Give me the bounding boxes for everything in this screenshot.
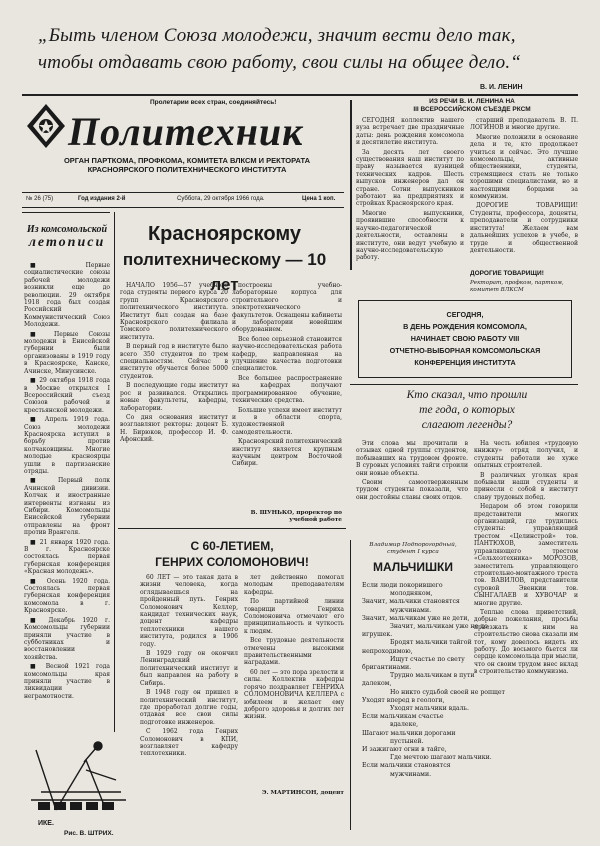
legend-heading-1: Кто сказал, что прошли xyxy=(406,389,528,401)
epigraph-line-1: „Быть членом Союза молодежи, значит вести дело так, xyxy=(38,25,516,46)
chronicle-heading-1: Из комсомольской xyxy=(26,224,108,235)
lenin-epigraph xyxy=(38,22,558,76)
poem-line: вдалеке, xyxy=(390,721,419,729)
main-article-col-1: НАЧАЛО 1956—57 учебного года студенты первого курса 20 групп Красноярского политехнического института. Институт был создан на базе Красноярского филиала Томского политехнического института. В первый год в институте было всего 350 студентов по трем специальностям. Сейчас в институте обучается более 5000 студентов. В последующие годы институт рос и развивался. Открылись новые факультеты, кафедры, лаборатории. Со дня основания институт возглавляют ректоры: доцент Б. Н. Бирюков, профессор И. Ф. Афонский. xyxy=(120,282,228,444)
poem-text xyxy=(362,582,505,832)
issue-price: Цена 1 коп. xyxy=(302,196,336,202)
poem-line: пустыней. xyxy=(390,737,424,745)
poem-line: бригантинами. xyxy=(362,664,412,672)
poem-line: Уходят мальчики вдаль. xyxy=(390,705,470,713)
poem-line: Но никто судьбой своей не ропщет xyxy=(390,688,505,696)
poem-line: игрушек. xyxy=(362,631,393,639)
komsomol-emblem-icon xyxy=(25,102,67,150)
lenin-speech-col-2: старший преподаватель В. П. ЛОГИНОВ и многие другие. Многие положили в основание дела и те, кто продолжает учиться и сейчас. Это лучшие комсомольцы, активные общественники, студенты, стремящиеся стать не только хорошими специалистами, но и настоящими борцами за коммунизм. ДОРОГИЕ ТОВАРИЩИ! Студенты, профессора, доценты, преподаватели и сотрудники института! Желаем вам дальнейших успехов в учебе, в труде и общественной деятельности. xyxy=(470,117,578,254)
poem-line: Значит, мальчикам уже не дети, xyxy=(362,614,470,622)
vertical-divider xyxy=(350,100,352,270)
rectorate-signature: Ректорат, профком, партком, комитет ВЛКСМ xyxy=(470,280,564,293)
congrats-heading xyxy=(118,538,346,570)
top-divider xyxy=(22,94,578,96)
epigraph-line-2: чтобы отдавать свою работу, свои силы на общее дело.“ xyxy=(38,52,522,73)
notice-line-1: СЕГОДНЯ, xyxy=(446,310,484,319)
poem-author: Владимир Подпорогордный, студент I курса xyxy=(369,542,457,555)
anniversary-headline-2: политехническому — 10 лет xyxy=(122,250,327,294)
poem-line: И зажигают огни в тайге, xyxy=(362,746,447,754)
poem-line: мужчинами. xyxy=(390,770,432,778)
congrats-col-1: 60 ЛЕТ — это такая дата в жизни человека, когда оглядываешься на пройденный путь. Генрих Соломонович Келлер, кандидат технических наук, доцент кафедры теплотехники нашего института, родился в 1906 году. В 1929 году он окончил Ленинградский политехнический институт и был направлен на работу в Сибирь. В 1948 году он пришел в политехнический институт, где проработал долгие годы, отдавая все свои силы подготовке инженеров. С 1962 года Генрих Соломонович в КПИ, возглавляет кафедру теплотехники. xyxy=(140,574,238,758)
main-article-col-2: построены учебно-лабораторные корпуса для строительного и электротехнического факультетов. Оснащены кабинеты и лаборатории новейшим оборудованием. Все более серьезной становится научно-исследовательская работа кафедр, направленная на улучшение качества подготовки специалистов. Все большее распространение на кафедрах получают программированное обучение, технические средства. Большие успехи имеет институт и в области спорта, художественной самодеятельности. Красноярский политехнический институт является крупным научным центром Восточной Сибири. xyxy=(232,282,342,468)
congrats-divider xyxy=(118,528,346,529)
lenin-speech-header-2: III ВСЕРОССИЙСКОМ СЪЕЗДЕ РКСМ xyxy=(413,106,531,113)
poem-line: молодняком, xyxy=(390,590,433,598)
lenin-speech-header xyxy=(372,98,572,114)
notice-line-3: НАЧИНАЕТ СВОЮ РАБОТУ VIII xyxy=(410,334,520,343)
dear-comrades: ДОРОГИЕ ТОВАРИЩИ! xyxy=(470,270,544,277)
lenin-speech-header-1: ИЗ РЕЧИ В. И. ЛЕНИНА НА xyxy=(429,98,515,105)
poem-line: мужчинами. xyxy=(390,606,432,614)
congrats-col-2: лет действенно помогал молодым преподавателям кафедры. По партийной линии товарищи Генриха Соломоновича отмечают его принципиальность и чуткость к людям. Все трудовые деятельности отмечены высокими правительственными наградами. 60 лет — это пора зрелости и силы. Коллектив кафедры горячо поздравляет ГЕНРИХА СОЛОМОНОВИЧА КЕЛЛЕРА с юбилеем и желает ему доброго здоровья и долгих лет жизни. xyxy=(244,574,344,721)
legend-heading-3: слагают легенды? xyxy=(421,419,513,431)
congrats-author: Э. МАРТИНСОН, доцент xyxy=(261,790,344,796)
chronicle-heading-2: летописи xyxy=(28,235,106,250)
chronicle-divider xyxy=(22,212,110,213)
newspaper-title: Политехник xyxy=(68,109,304,154)
poem-line: непроходимою, xyxy=(362,647,413,655)
chronicle-heading xyxy=(24,224,110,251)
lenin-speech-col-1: СЕГОДНЯ коллектив нашего вуза встречает две праздничные даты: день рождения комсомола и десятилетие института. За десять лет своего существования наш институт по праву называется кузницей технических кадров. Шесть выпусков инженеров дал он стране. Сотни выпускников работают на предприятиях и стройках Красноярского края. Многие выпускники, проявившие способности к научно-педагогической деятельности, оставлены в институте, они ведут учебную и научно-исследовательскую работу. xyxy=(356,117,464,262)
notice-line-2: В ДЕНЬ РОЖДЕНИЯ КОМСОМОЛА, xyxy=(403,322,527,331)
legend-heading xyxy=(360,388,574,433)
anniversary-headline-1: Красноярскому xyxy=(147,223,302,245)
issue-info-bar xyxy=(22,192,344,208)
proletariat-slogan: Пролетарии всех стран, соединяйтесь! xyxy=(150,99,277,106)
legend-divider xyxy=(350,384,578,385)
poem-line: Уходят вперед в геологи, xyxy=(362,696,445,704)
poem-line: Значит, мальчики становятся xyxy=(362,598,460,606)
poem-line: Где мечтою шагают мальчики. xyxy=(390,754,492,762)
poem-title: МАЛЬЧИШКИ xyxy=(372,560,453,574)
poem-line: Значит, мальчикам уже не до xyxy=(390,623,488,631)
left-column-divider xyxy=(114,212,115,732)
worker-illustration xyxy=(26,740,136,818)
illustration-title: ИКЕ. xyxy=(38,820,54,827)
illustration-credit: Рис. В. ШТРИХ. xyxy=(64,830,114,837)
poem-line: Ищут счастье по свету xyxy=(390,655,465,663)
conference-notice xyxy=(358,300,572,378)
publication-year: Год издания 2-й xyxy=(78,196,126,202)
legend-intro: Эти слова мы прочитали в отзывах одной группы студентов, побывавших на трудовом фронте. В суровых условиях тайги строили они новые объекты. Своим самоотверженным трудом студенты показали, что они достойны славы своих отцов. xyxy=(356,440,468,501)
legend-heading-2: те года, о которых xyxy=(419,404,515,416)
org-line-2: КРАСНОЯРСКОГО ПОЛИТЕХНИЧЕСКОГО ИНСТИТУТА xyxy=(87,165,287,174)
chronicle-text: ■ Первые социалистические союзы рабочей молодежи возникли еще до революции. 29 октября 1918 года был создан Российский Коммунистический Союз Молодежи. ■ Первые Союзы молодежи в Енисейской губернии были организованы в 1919 году в Красноярске, Канске, Ачинске, Минусинске. ■ 29 октября 1918 года в Москве открылся I Всероссийский съезд Союзов рабочей и крестьянской молодежи. ■ Апрель 1919 года. Союз молодежи Красноярска вступил в борьбу против колчаковщины. Многие молодые красноярцы ушли в партизанские отряды. ■ Первый полк Ачинской дивизии. Колчак и иностранные интервенты изгнаны из Сибири. Комсомольцы Енисейской губернии отправлены на фронт против Врангеля. ■ 21 января 1920 года. В г. Красноярске состоялась первая губернская конференция «Красная молодежь». ■ Осень 1920 года. Состоялась первая губернская конференция комсомола в г. Красноярске. ■ Декабрь 1920 г. Комсомольцы губернии приняли участие в субботниках и восстановлении хозяйства. ■ Весной 1921 года комсомольцы края приняли участие в ликвидации неграмотности. xyxy=(24,262,110,700)
poem-line: Если мальчики становятся xyxy=(362,762,451,770)
poem-line: Бродят мальчики тайгой xyxy=(390,639,472,647)
poem-line: далеком, xyxy=(362,680,392,688)
poem-line: Трудно мальчикам в пути xyxy=(390,672,475,680)
issue-date: Суббота, 29 октября 1966 года. xyxy=(177,196,265,202)
congrats-heading-2: ГЕНРИХ СОЛОМОНОВИЧ! xyxy=(155,555,309,569)
issue-number: № 26 (75) xyxy=(26,196,54,202)
main-article-author: В. ШУНЬКО, проректор по учебной работе xyxy=(250,510,342,523)
poem-line: Шагают мальчики дорогами xyxy=(362,729,456,737)
congrats-heading-1: С 60-ЛЕТИЕМ, xyxy=(190,539,274,553)
legend-col-right: На честь юбилея «трудовую книжку» отряд получил, и студенты работали не хуже опытных строителей. В различных уголках края побывали наши студенты и принесли с собой в институт славу трудовых побед. Недаром об этом говорили представители многих организаций, где трудились студенты: управляющий трестом «Целинстрой» тов. ПАНТЮХОВ, заместитель управляющего трестом «Сельхозтехника» МОРОЗОВ, заместитель управляющего строительно-монтажного треста тов. ВАВИЛОВ, представители суровой Эвенкии тов. СЫНГАЛАЕВ и ХУВОЧАР и многие другие. Теплые слова приветствий, добрые пожелания, просьбы приезжать к ним на строительство снова сказали им тот, кому довелось видеть их работу. До восьмого бьется ли сердце комсомольца при мысли, что он своим трудом внес вклад в строительство коммунизма. xyxy=(474,440,578,676)
poem-line: Если мальчикам счастье xyxy=(362,713,444,721)
notice-line-4: ОТЧЕТНО-ВЫБОРНАЯ КОМСОМОЛЬСКАЯ xyxy=(389,346,541,355)
notice-line-5: КОНФЕРЕНЦИЯ ИНСТИТУТА xyxy=(414,358,516,367)
org-line-1: ОРГАН ПАРТКОМА, ПРОФКОМА, КОМИТЕТА ВЛКСМ И РЕКТОРАТА xyxy=(63,156,311,165)
poem-line: Если люди покорившего xyxy=(362,582,443,589)
poem-divider-left xyxy=(350,540,351,830)
masthead-organ xyxy=(52,156,322,174)
epigraph-attribution: В. И. ЛЕНИН xyxy=(480,84,523,91)
